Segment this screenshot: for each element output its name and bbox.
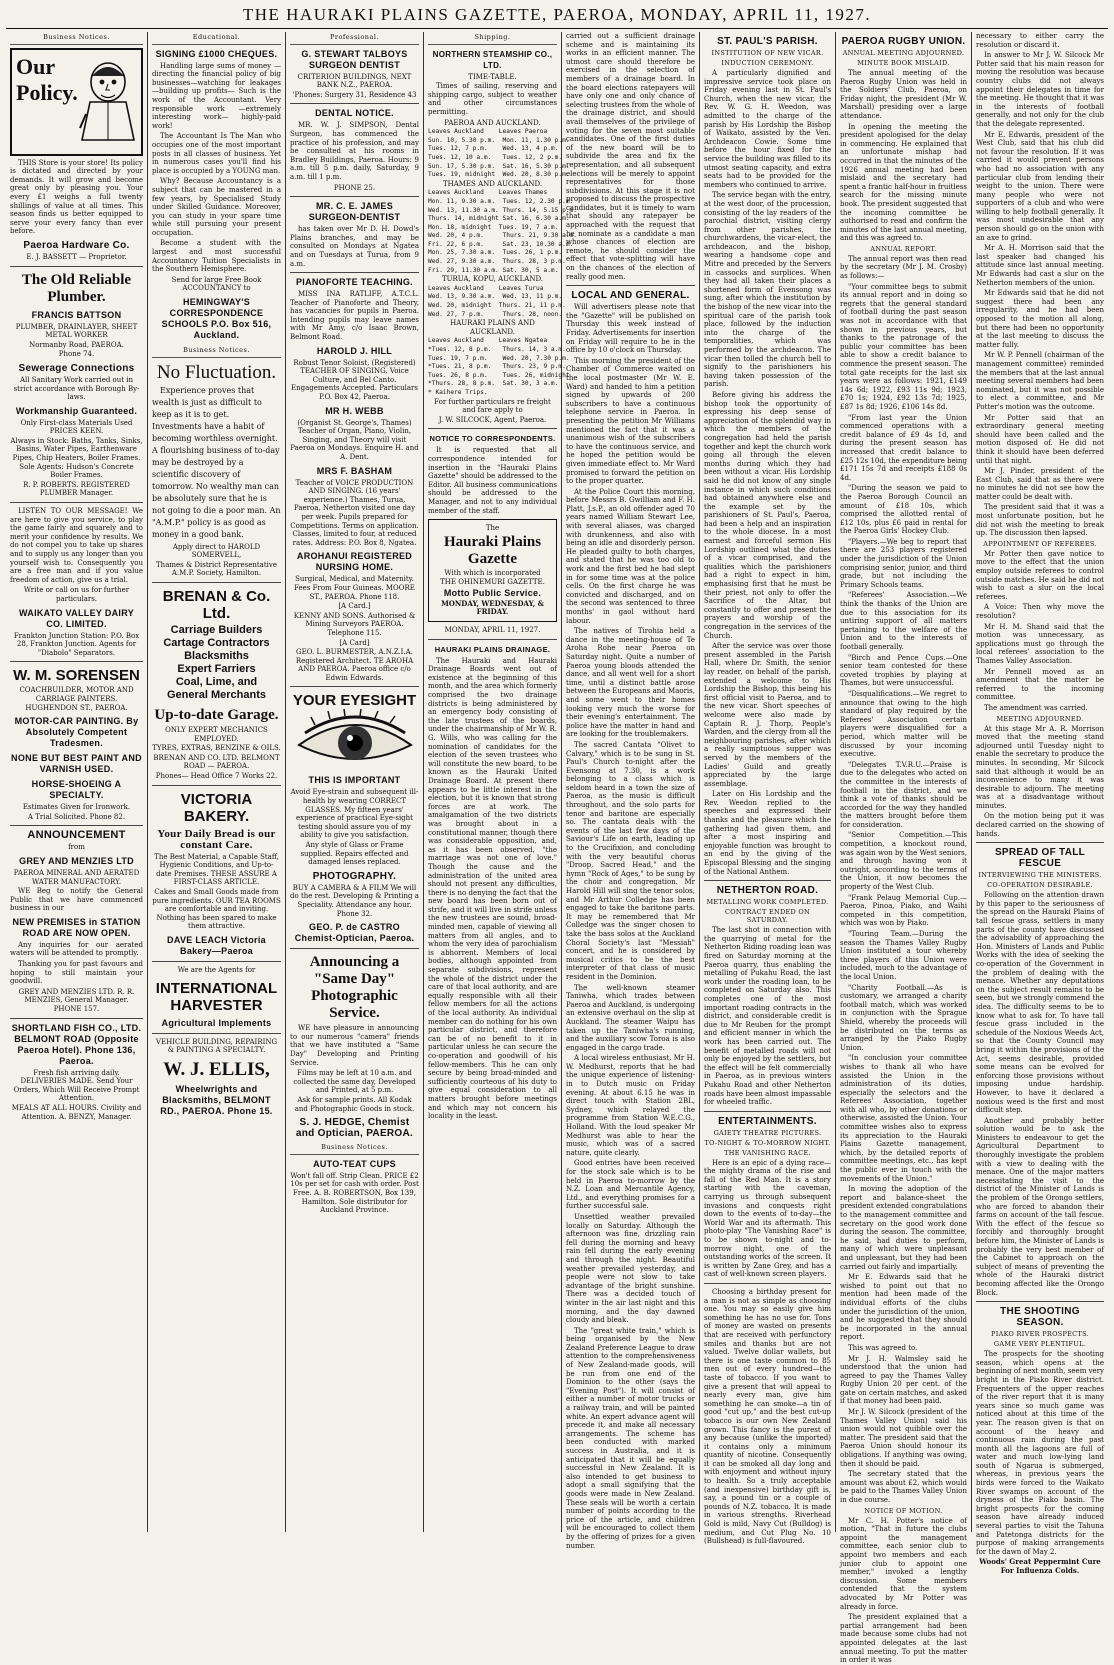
notice-text: It is requested that all correspondence intended for insertion in the "Hauraki Plains Gazette" should be addressed to the Editor. All business communications should be addressed to the Manager, and not to any individual member of the staff. [428, 446, 557, 515]
paper-motto: Motto Public Service. [443, 587, 542, 598]
auto-teat-heading: AUTO-TEAT CUPS [313, 1158, 396, 1169]
section-heading: Business Notices. [290, 1142, 419, 1155]
card-label: [A Card] [339, 638, 370, 647]
timetable-row: Wed. 20, 4 p.m. Thurs. 21, 9.30 a.m. [428, 232, 578, 240]
hill-name: HAROLD J. HILL [316, 345, 393, 356]
announcing-text: WE have pleasure in announcing to our numerous "camera" friends that we have instituted a "Same Day" Developing and Printing Service. [290, 1024, 419, 1067]
timetable-row: Tues. 12, 10 a.m. Tues. 12, 2 p.m. [428, 153, 563, 161]
rugby-paragraph: Mr J. Pinder, president of the East Club, said that as there were no minutes he did not see how the matter could be dealt with. [976, 467, 1104, 501]
brenan-name: BRENAN & Co. Ltd. [162, 588, 271, 622]
vehicle-text: VEHICLE BUILDING, REPAIRING & PAINTING A SPECIALTY. [155, 1037, 278, 1055]
timetable-row: Tues. 19, midnight Wed. 20, 8.30 p.m. [428, 171, 570, 179]
rugby-paragraph: Mr J. H. Walmsley said he understood that the union had agreed to pay the Thames Valley Rugby Union 20 per cent. of the gate on certain matches, and asked if that money had been paid. [840, 1354, 967, 1406]
masthead: THE HAURAKI PLAINS GAZETTE, PAEROA, MONDAY, APRIL 11, 1927. [6, 4, 1108, 29]
grey-text: PAEROA MINERAL AND AERATED WATER MANUFACTORY. [13, 868, 140, 886]
rugby-paragraph: Mr Edwards said that he did not suggest there had been any irregularity, and he had been opposed to the motion all along, but there had been no opportunity at the last meeting to discuss the matter fully. [976, 289, 1104, 349]
rugby-paragraph: "Disqualifications.—We regret to announce that owing to the high standard of play required by the Referees' Association certain players were disqualified for a period, which matter will be discussed by your incoming executive. [840, 689, 967, 759]
paper-days: MONDAY, WEDNESDAY, & FRIDAY. [441, 598, 544, 617]
column-st-pauls [700, 32, 836, 1546]
turua-heading: TURUA, KOPU, AUCKLAND. [441, 275, 544, 284]
timetable-row: Wed. 13, 9.30 a.m. Wed. 13, 11 p.m. [428, 293, 563, 301]
rugby-paragraph: At this stage Mr A. R. Morrison moved that the meeting stand adjourned until Tuesday night to enable the secretary to produce the minutes. In seconding, Mr Silcock said that although it would be an inconvenience to many it was desirable to adjourn. The meeting was at a disadvantage without minutes. [976, 724, 1104, 810]
shooting-heading: THE SHOOTING SEASON. [1000, 1306, 1080, 1329]
hardware-name: Paeroa Hardware Co. [23, 239, 130, 251]
bread-text: The Best Material, a Capable Staff, Hygienic Conditions, and Up-to-date Premises. THESE ASSURE A FIRST-CLASS ARTICLE. [154, 852, 279, 887]
timetable-row: Leaves Auckland Leaves Thames [428, 189, 548, 197]
rugby-paragraph: Mr E. Edwards, president of the West Club, said that his club did not favour the resolution. If it was carried it would prevent persons who had no association with any particular club from lending their weight to the union. There were many people who were not supporters of a club and who were willing to help football generally. It was most undesirable that any person should go on the union with an axe to grind. [976, 130, 1104, 242]
from-text: from [68, 843, 85, 852]
rugby-heading: PAEROA RUGBY UNION. [841, 36, 966, 47]
st-pauls-heading: ST. PAUL'S PARISH. [717, 36, 818, 47]
accountant-text: The Accountant Is The Man who occupies one of the most important posts in all classes of business. Yet in numerous cases you'll find his place is occupied by a YOUNG man. [152, 132, 281, 175]
adjourned-subheading: MEETING ADJOURNED. [996, 714, 1084, 723]
timetable-row: Mon. 18, midnight Tues. 19, 7 a.m. [428, 223, 559, 231]
amp-text: Thames & District Representative A.M.P. Society, Hamilton. [156, 560, 277, 578]
rugby-paragraph: On the motion being put it was declared carried on the showing of hands. [976, 812, 1104, 838]
column-business-1 [6, 32, 148, 1532]
sewerage-text: All Sanitary Work carried out in strict accordance with Borough By-laws. [13, 375, 140, 402]
talboys-name: G. STEWART TALBOYS SURGEON DENTIST [301, 48, 408, 70]
further-text: For further particulars re freight and fare apply to [434, 397, 551, 415]
policy-text: THIS Store is your store! Its policy is dictated and directed by your demands. It will grow and become great only by pleasing you. Your every £1 weighs a full twenty shillings of value at all times. This season finds us better equipped to serve your every fancy than ever before. [10, 158, 143, 236]
nsc-name: NORTHERN STEAMSHIP CO., LTD. [432, 49, 553, 70]
drainage-heading: HAURAKI PLAINS DRAINAGE. [434, 644, 551, 654]
timetable-row: Leaves Auckland Leaves Paeroa [428, 128, 548, 136]
apply-text: Apply direct to HAROLD SOMERVELL, [172, 542, 261, 560]
grey-thanks: Thanking you for past favours and hoping to still maintain your goodwill. [10, 960, 143, 986]
rugby-paragraph: Mr Potter then gave notice to move to the effect that the union employ outside referees to control outside matches. He said he did not wish to cast a slur on the local referees. [976, 549, 1104, 601]
important-heading: THIS IS IMPORTANT [308, 775, 401, 786]
rugby-paragraph: The annual report was then read by the secretary (Mr J. M. Crosby) as follows:— [840, 254, 967, 281]
our-policy-box [10, 48, 143, 156]
rugby-paragraph: The president explained that a partial arrangement had been made because some clubs had not appointed delegates at the last annual meeting. To put the matter in order it was [840, 1613, 967, 1665]
garage-heading: Up-to-date Garage. [154, 707, 279, 723]
hedge-name: S. J. HEDGE, Chemist and Optician, PAEROA. [295, 1117, 414, 1140]
thames-auckland-heading: THAMES AND AUCKLAND. [442, 179, 543, 188]
shooting-text: The prospects for the shooting season, which opens at the beginning of next month, seem very bright in the Piako River district. Frequenters of the upper reaches of the river report that it is many years since so much game was noticed about at this time of the year. The reason given is that on account of the heavy and continuous rain during the past month all the lagoons are full of water and much low-lying land south of Ngarua is submerged, whereas, in previous years the birds were forced to the Waikato River swamps on account of the dryness of the Piako basin. The bright prospects for the coming season have already induced several parties to visit the Tahuna and Patetonga districts for the purpose of making arrangements for the dawn of May 2. [976, 1350, 1104, 1556]
eye-text-2: Any style of Glass or Frame supplied. Repairs effected and damaged lenses replaced. [300, 841, 409, 867]
column-rugby-continued [972, 32, 1108, 1575]
rugby-paragraph: "Players.—We beg to report that there are 253 players registered under the jurisdiction of the Union comprising senior, junior, and third grade, but not including the Primary Schools teams. [840, 537, 967, 589]
rugby-paragraph: Mr A. H. Morrison said that the last speaker had changed his attitude since last annual meeting. Mr Edwards had cast a slur on the Netherton members of the union. [976, 244, 1104, 287]
netherton-text: The last shot in connection with the quarrying of metal for the Netherton Riding roading loan was fired on Saturday morning at the Paeroa quarry, thus enabling the metalling of Pukahu Road, the last work under the roading loan, to be completed on Saturday also. This completes one of the most important roading contracts in the district, and considerable credit is due to Mr Reuben for the prompt and efficient manner in which the work has been carried out. The benefit of metalled roads will not only be enjoyed by the settlers, but the effect will be felt commercially in Paeroa, as in previous winters Pukahu Road and other Netherton roads have been almost impassable for wheeled traffic. [704, 926, 831, 1107]
timetable-row: Thurs. 14, midnight Sat. 16, 6.30 a.m. [428, 215, 570, 223]
brenan-service: Blacksmiths [184, 650, 249, 662]
timetable-row: Wed. 20, midnight Thurs. 21, 11 p.m. [428, 302, 566, 310]
photography-heading: PHOTOGRAPHY. [312, 870, 397, 882]
vanishing-text: Here is an epic of a dying race—the mighty drama of the rise and fall of the Red Man. It is a story starting with the caveman, carrying us through subsequent invasions and conquests right down to the events of to-day—the World War and its aftermath. This photo-play "The Vanishing Race" is to be shown to-night and to-morrow night, one of the outstanding works of the screen. It is written by Zane Grey, and has a cast of well-known screen players. [704, 1158, 831, 1279]
st-pauls-paragraph: The service began with the entry, at the west door, of the procession, consisting of the lay readers of the parochial district, visiting clergy from other parishes, the churchwardens, the vicar-elect, the archdeacon, and the bishop, wearing a handsome cope and Mitre and preceded by the Servers in cassocks and surplices. When they had all taken their places a shortened form of Evensong was sung, after which the institution by the bishop of the new vicar into the spiritual care of the parish took place, followed by the induction into the charge of the temporalities, which was performed by the archdeacon. The vicar then tolled the church bell to signify to the parishioners his having taken possession of the parish. [704, 191, 831, 389]
auto-teat-text: Won't fall off. Strip Clean. PRICE £2 10s per set for cash with order. Post Free. A. B. ROBERTSON, Box 139, Hamilton. Sole distributor for Auckland Province. [290, 1171, 419, 1215]
why-text: Why? Because Accountancy is a subject that can be mastered in a few years, by Specialised Study under Skilled Guidance. Moreover, you can study in your spare time while still pursuing your present occupation. [152, 177, 281, 237]
rugby-paragraph: Mr J. W. Silcock (president of the Thames Valley Union) said his union would not quibble over the matter. The president said that the Paeroa Union should honour its obligations. If anything was owing, then it should be paid. [840, 1408, 967, 1468]
international-harvester: INTERNATIONAL HARVESTER [155, 979, 278, 1014]
rugby-paragraph: "During the season we paid to the Paeroa Borough Council an amount of £18 10s, which comprised the allotted rental of £12 10s, plus £6 paid in rental for the Paeroa Girls' Hockey Club. [840, 484, 967, 536]
sorensen-name: W. M. SORENSEN [13, 667, 140, 685]
rugby-paragraph: "Birch and Pence Cups.—One senior team contested for these coveted trophies by playing at Thames, but were unsuccessful. [840, 653, 967, 688]
rugby-paragraph: The president said that it was a most unfortunate position, but he did not wish the meeting to break up. The discussion then lapsed. [976, 503, 1104, 538]
timetable-row: Fri. 29, 11.30 a.m. Sat. 30, 5 a.m. [428, 266, 559, 274]
hardware-proprietor: E. J. BASSETT — Proprietor. [26, 252, 127, 261]
new-premises: NEW PREMISES in STATION ROAD ARE NOW OPEN. [12, 916, 141, 938]
dental-heading: DENTAL NOTICE. [315, 108, 394, 119]
simpson-phone: PHONE 25. [333, 183, 376, 192]
interviewing-subheading: INTERVIEWING THE MINISTERS. [978, 871, 1102, 880]
st-pauls-paragraph: After the service was over those present assembled in the Parish Hall, where Dr. Smith, the senior lay reader, on behalf of the parish, extended a welcome to His Lordship the Bishop, this being his first official visit to Paeroa, and to the new vicar. Short speeches of welcome were also made by Captain R. J. Thorp, People's Warden, and the clergy from all the neighbouring parishes, after which a really sumptuous supper was served by the members of the Ladies' Guild and greatly appreciated by the large assemblage. [704, 642, 831, 788]
battson-phone: Phone 74. [58, 350, 95, 359]
rugby-paragraph: The secretary stated that the amount was about £2, which would be paid to the Thames Valley Union in due course. [840, 1470, 967, 1504]
none-but-best: NONE BUT BEST PAINT AND VARNISH USED. [11, 753, 142, 775]
timetable-row: Wed. 27, 7 p.m. Thurs. 28, noon. [428, 310, 563, 318]
timetable-row: Mon. 11, 9.30 a.m. Tues. 12, 2.30 p.m. [428, 197, 574, 205]
brenan-service: Coal, Lime, and [175, 676, 258, 688]
fescue-paragraph: Another and probably better solution would be to ask the Ministers to endeavour to get the Agricultural Department to thoroughly investigate the problem with a view to dealing with the menace. One of the major matters necessitating the visit to the district of the Minister of Lands is the problem of the Orongo settlers, who are forced to abandon their farms on account of the tall fescue. With the effect of the fescue so forcibly and thoroughly brought before him, the Minister of Lands is probably the very best member of the Cabinet to approach on the subject of means of preventing the whole of the Hauraki district becoming affected like the Orongo Block. [976, 1116, 1104, 1297]
section-heading: Business Notices. [152, 345, 281, 358]
timetable-row: Wed. 13, 11.30 a.m. Thurs. 14, 5.15 p.m. [428, 206, 578, 214]
timetable-row: Fri. 22, 6 p.m. Sat. 23, 10.30 a.m. [428, 240, 574, 248]
burmester-text: GEO. L. BURMESTER, A.N.Z.I.A. Registered Architect. TE AROHA AND PAEROA. Paeroa office c/o Edwin Edwards. [295, 648, 414, 682]
rugby-paragraph: "Delegates T.V.R.U.—Praise is due to the delegates who acted on the committee in the interests of football in the district, and we think a vote of thanks should be accorded for the way they handled the matters brought before them for consideration. [840, 760, 967, 829]
st-pauls-subheading: INSTITUTION OF NEW VICAR. [711, 49, 824, 57]
cakes-text: Cakes and Small Goods made from pure ingredients. OUR TEA ROOMS are comfortable and inviting. Nothing has been spared to make them attractive. [152, 887, 281, 931]
cooperation-subheading: CO-OPERATION DESIRABLE. [987, 881, 1093, 890]
column-rugby [836, 32, 972, 1665]
battson-name: FRANCIS BATTSON [31, 309, 122, 320]
agricultural-implements: Agricultural Implements [161, 1017, 272, 1028]
induction-subheading: INDUCTION CEREMONY. [721, 59, 814, 67]
brenan-phones: Phones— Head Office 7 Works 22. [155, 771, 278, 780]
rugby-paragraph: A Voice: Then why move the resolution? [976, 603, 1104, 620]
james-name: MR. C. E. JAMES SURGEON-DENTIST [308, 201, 401, 223]
hemingway-name: HEMINGWAY'S CORRESPONDENCE SCHOOLS P.O. Box 516, Auckland. [161, 297, 272, 341]
eyesight-heading: YOUR EYESIGHT [292, 692, 417, 710]
fish-text: Fresh fish arriving daily. DELIVERIES MADE. Send Your Orders, Which Will Receive Prompt Attention. [13, 1068, 140, 1103]
tyres-text: TYRES, EXTRAS, BENZINE & OILS. [152, 744, 281, 753]
local-item: The well-known steamer Taniwha, which trades between Paeroa and Auckland, is undergoing an extensive overhaul on the slip at Auckland. The steamer Waipu has taken up the Taniwha's running, and the auxiliary scow Toroa is also engaged in the cargo trade. [566, 983, 695, 1052]
send-text: Send for large Free Book ACCOUNTANCY to [171, 275, 262, 293]
grey-menzies-name: GREY AND MENZIES LTD [19, 855, 134, 866]
grey-inquiries: Any inquiries for our aerated waters will be attended to promptly. [10, 940, 143, 958]
timetable-row: *Thurs. 28, 8 p.m. Sat. 30, 3 a.m. [428, 380, 559, 388]
webb-text: (Organist St. George's, Thames) Teacher of Organ, Piano, Violin, Singing, and Theory will visit Paeroa on Mondays. Enquire H. and A. Dent. [290, 418, 419, 461]
bread-heading: Your Daily Bread is our constant Care. [157, 827, 276, 851]
rugby-paragraph: "From last year the Union commenced operations with a credit balance of £9 4s 1d, and during the present season has increased that credit balance to £25 12s 10d, the expenditure being £171 15s 7d and receipts £188 0s 4d. [840, 413, 967, 482]
brenan-services [152, 624, 281, 702]
rugby-paragraph: In answer to Mr J. W. Silcock Mr Potter said that his main reason for moving the resolution was because country clubs did not always appoint their delegates in time for the meeting. He thought that it was in the interests of football generally, and not only for the club that the delegate represented. [976, 51, 1104, 128]
rugby-paragraph: Mr W. P. Pennell (chairman of the management committee) reminded the members that at the last annual meeting several members had been nominated, but it was not possible to elect a committee, and Mr Potter's motion was the outcome. [976, 351, 1104, 411]
workmanship-text: Only First-class Materials Used PRICES KEEN. [20, 418, 133, 436]
rugby-paragraph: Mr C. H. Potter's notice of motion, "That in future the clubs appoint the management committee, each senior club to appoint two members and each junior club to appoint one member," invoked a lengthy discussion. Some members contended that the system advocated by Mr Potter was already in force. [840, 1516, 967, 1611]
column-educational [148, 32, 286, 1532]
timetable-row: Sun. 17, 5.30 p.m. Sat. 16, 5.30 p.m. [428, 162, 570, 170]
listen-text: LISTEN TO OUR MESSAGE! We are here to give you service, to play the game fairly and squarely and to merit your confidence by results. We do not compel you to take up shares and to supply us any longer than you yourself wish to. Consequently you are a free man and if you value freedom of action, give us a trial. [10, 507, 143, 584]
sorensen-trade: COACHBUILDER, MOTOR AND CARRIAGE PAINTERS. HUGHENDON ST., PAEROA. [19, 686, 134, 712]
thames-timetable [428, 189, 578, 274]
no-fluctuation-heading: No Fluctuation. [156, 361, 277, 383]
local-item: This morning the president of the Chamber of Commerce waited on the local postmaster (Mr W. E. Ward) and handed to him a petition signed by upwards of 200 subscribers to have a continuous telephone service in Paeroa. In presenting the petition Mr Williams mentioned the fact that it was a unanimous wish of the subscribers to have the continuous service, and he hoped the petition would be given immediate effect to. Mr Ward promised to forward the petition on to the proper quarter. [566, 356, 695, 486]
minute-subheading: MINUTE BOOK MISLAID. [857, 59, 950, 67]
st-pauls-paragraph: A particularly dignified and impressive service took place on Friday evening last in St. Paul's Church, when the new vicar, the Rev. W. G. H. Weedon, was admitted to the charge of the parish by His Lordship the Bishop of Waikato, assisted by the Ven. Archdeacon Cowie. Some time before the hour fixed for the service the building was filled to its utmost seating capacity, and extra seats had to be provided for the members who continued to arrive. [704, 69, 831, 189]
local-item: Good entries have been received for the stock sale which is to be held in Paeroa to-morrow by the N.Z. Loan and Mercantile Agency, Ltd., and everything promises for a further successful sale. [566, 1159, 695, 1211]
rugby-paragraph: "In conclusion your committee wishes to thank all who have assisted the Union in the administration of its duties, especially the selectors and the Referees' Association, together with all who, by other donations or otherwise, assisted the Union. Your committee wishes also to express its appreciation to the Hauraki Plains Gazette management, which, by the detailed reports of committee meetings, etc., has kept the public ever in touch with the movements of the Union." [840, 1054, 967, 1183]
section-heading: Business Notices. [10, 32, 143, 45]
shortland-name: SHORTLAND FISH CO., LTD. BELMONT ROAD (Opposite Paeroa Hotel). Phone 136, Paeroa. [11, 1022, 142, 1066]
basham-text: Teacher of VOICE PRODUCTION AND SINGING. (16 years' experience.) Thames, Turua, Paeroa, Netherton visited one day per week. Pupils prepared for Competitions. Terms on application. Classes, limited to four, at reduced rates. Address: P.O. Box 8, Ngatea. [290, 478, 419, 547]
timetable-row: Tues. 19, 7 p.m. Wed. 20, 7.30 p.m. [428, 354, 570, 362]
netherton-heading: NETHERTON ROAD. [716, 885, 819, 897]
paper-with: With which is incorporated [444, 568, 541, 577]
column-professional [286, 32, 424, 1532]
timetable-row: Wed. 27, 9.30 a.m. Thurs. 28, 3 p.m. [428, 258, 566, 266]
rugby-paragraph: "Your committee begs to submit its annual report and in doing so regrets that the general standard of football during the past season was not in accordance with that shown in previous years, but thanks to the patronage of the public your committee has been able to show a credit balance to commence the present season. The total gate receipts for the last six years were as follows: 1921, £149 14s 6d; 1922, £93 11s 9d; 1923, £70 1s; 1924, £92 13s 7d; 1925, £87 1s 8d; 1926, £106 14s 8d. [840, 282, 967, 411]
grey-notify: WE Beg to notify the General Public that we have commenced business in our [10, 887, 143, 913]
rugby-continued: necessary to either carry the resolution or discard it. [976, 32, 1104, 49]
arohanui-name: AROHANUI REGISTERED NURSING HOME. [296, 551, 413, 573]
waikato-address: Frankton Junction Station: P.O. Box 28, Frankton Junction. Agents for "Diabolo" Separators. [13, 631, 140, 657]
timetable-row: Mon. 25, 7.30 a.m. Tues. 26, 1 p.m. [428, 249, 563, 257]
paeroa-auckland-heading: PAEROA AND AUCKLAND. [444, 118, 541, 127]
sewerage-heading: Sewerage Connections [18, 362, 135, 374]
entertainments-heading: ENTERTAINMENTS. [718, 1115, 817, 1127]
james-text: has taken over Mr D. H. Dowd's Plains branches, and may be consulted on Mondays at Ngatea and on Tuesdays at Turua, from 9 a.m. [290, 225, 419, 268]
rugby-paragraph: "Frank Pelaug Memorial Cup.—Paeroa, Pinoa, Piako, and Waihi competed in this competition, which was won by Piako. [840, 893, 967, 928]
horse-shoeing: HORSE-SHOEING A SPECIALTY. [31, 779, 122, 801]
appointment-subheading: APPOINTMENT OF REFEREES. [983, 539, 1097, 548]
signing-heading: SIGNING £1000 CHEQUES. [155, 48, 278, 59]
piano-heading: PIANOFORTE TEACHING. [295, 277, 413, 288]
paper-masthead [428, 519, 557, 622]
plumber-heading: The Old Reliable Plumber. [21, 271, 132, 305]
local-general-heading: LOCAL AND GENERAL. [571, 290, 690, 302]
section-heading: Professional. [290, 32, 419, 45]
no-fluctuation-text: Experience proves that wealth is just as difficult to keep as it is to get. Investments have a habit of becoming worthless overnight. A flourishing business of to-day may be destroyed by a scientific discovery of tomorrow. No wealthy man can be absolutely sure that he is not going to die a poor man. An "A.M.P." policy is as good as money in a good bank. [152, 385, 281, 539]
piako-subheading: PIAKO RIVER PROSPECTS. [991, 1330, 1089, 1339]
notice-subheading: NOTICE OF MOTION. [864, 1506, 943, 1515]
paper-the: The [485, 524, 500, 533]
agents-text: We are the Agents for [177, 965, 256, 974]
roberts-text: R. P. ROBERTS. REGISTERED PLUMBER Manager. [23, 480, 130, 498]
paper-name: Hauraki Plains Gazette [443, 533, 542, 567]
notice-correspondents: NOTICE TO CORRESPONDENTS. [429, 434, 556, 444]
announcement-heading: ANNOUNCEMENT [27, 829, 126, 842]
signing-text: Handling large sums of money —directing the financial policy of big businesses—watching for leakages—building up profits— Such is the work of the Accountant. Very responsible work —extremely interesting work— highly-paid work! [152, 61, 281, 130]
rugby-paragraph: In opening the meeting the president apologised for the delay in commencing. He explained that an unfortunate mishap had occurred in that the minutes of the 1926 annual meeting had been mislaid and the secretary had spent a frantic half-hour in fruitless search for the missing minute book. The president suggested that the incoming committee be authorised to read and confirm the minutes of the last annual meeting, and this was agreed to. [840, 122, 967, 243]
caricature-face-icon [80, 58, 135, 140]
castro-name: GEO. P. de CASTRO Chemist-Optician, Paeroa. [294, 922, 415, 944]
report-subheading: ANNUAL REPORT. [870, 244, 937, 253]
ellis-name: W. J. ELLIS, [163, 1058, 270, 1080]
brenan-service: General Merchants [166, 689, 267, 701]
timetable-heading: TIME-TABLE. [468, 72, 517, 81]
bakery-heading: VICTORIA BAKERY. [180, 790, 253, 825]
eye-text: Avoid Eye-strain and subsequent ill-health by wearing CORRECT GLASSES. My fifteen years' experience of practical Eye-sight testing should assure you of my ability to give you satisfaction. [290, 788, 419, 840]
timetable-row: * Kaihere Trips. [428, 388, 488, 396]
ask-text: Ask for sample prints. All Kodak and Photographic Goods in stock. [294, 1095, 415, 1113]
card-label: [A Card.] [338, 602, 371, 611]
battson-trade: PLUMBER, DRAINLAYER, SHEET METAL WORKER [15, 322, 138, 340]
workmanship-heading: Workmanship Guaranteed. [15, 405, 138, 416]
columns [6, 32, 1108, 1665]
newspaper-page [6, 4, 1108, 1665]
timetable-note: Times of sailing, reserving and shipping cargo, subject to weather and other circumstances permitting. [428, 82, 557, 116]
annual-subheading: ANNUAL MEETING ADJOURNED. [842, 49, 965, 57]
paper-ohinemuri: THE OHINEMURI GAZETTE. [440, 578, 545, 587]
talboys-phone: 'Phones: Surgery 31, Residence 43 [292, 90, 417, 99]
trial-text: A Trial Solicited. Phone 82. [27, 812, 126, 821]
timetable-row: Leaves Auckland Leaves Turua [428, 284, 544, 292]
drainage-continued: carried out a sufficient drainage scheme and is maintaining its works in an efficient manner. The utmost care should therefore be exercised in the selection of members of a drainage board. In the board elections ratepayers will have only one and only chance of selecting trustees from the whole of the drainage district, and should avail themselves of the privilege of voting for the seven most suitable candidates. One of the first duties of the new board will be to subdivide the area and fix the representation, and all subsequent elections will be merely to appoint representatives for those subdivisions. At this stage it is not proposed to discuss the prospective candidates, but it is timely to warn that should any ratepayer be approached with the request that he nominate as a candidate a man whose chances of election are remote, he should consider the effect that vote-splitting will have on the chances of the election of really good men. [566, 32, 695, 281]
photography-text: BUY A CAMERA & A FILM We will do the rest. Developing & Printing a Speciality. Attendance any hour. Phone 32. [290, 883, 419, 918]
motor-painting: MOTOR-CAR PAINTING. By Absolutely Competent Tradesmen. [14, 716, 139, 749]
local-item: Unsettled weather prevailed locally on Saturday. Although the afternoon was fine, drizzling rain fell during the morning and heavy rain fell during the early evening and through the night. Beautiful weather prevailed yesterday, and people were not slow to take advantage of the bright sunshine. There was a decided touch of winter in the air last night and this morning, and the day dawned cloudy and bleak. [566, 1212, 695, 1325]
local-item: The "great white train," which is being organised by the New Zealand Preference League to draw attention to the comprehensiveness of New Zealand-made goods, will be run from one end of the Dominion to the other (says the "Evening Post"). It will consist of either a number of motor trucks or a railway train, and will be painted white. An expert advance agent will precede it, and make all necessary arrangements. The scheme has been conducted with marked success in Australia, and it is anticipated that it will be equally successful in New Zealand. It is also intended to get business to adopt a small signifying that the goods were made in New Zealand. These seals will be worth a certain number of points according to the price of the article, and children will be encouraged to collect them by the offering of prizes for a given number. [566, 1326, 695, 1550]
local-item: The natives of Tirohia held a dance in the meeting-house of Te Aroha Rohe near Paeroa on Saturday night. Quite a number of Paeroa young bloods attended the dance, and all went well for a short time, until a distinct battle arose between the Europeans and Maoris, and some went to their homes looking very much the worse for their evening's entertainment. The police have the matter in hand and are looking for the troublemakers. [566, 627, 695, 739]
rugby-paragraph: "Touring Team.—During the season the Thames Valley Rugby Union instituted a tour whereby three players of this Union were included, much to the advantage of the local Union. [840, 930, 967, 981]
brenan-service: Carriage Builders [170, 624, 263, 636]
st-pauls-paragraph: Later on His Lordship and the Rev. Weedon replied to the speeches and expressed their thanks and the pleasure which the gathering had given them, and after a most inspiring and enjoyable function was brought to an end by the giving of the Episcopal Blessing and the singing of the National Anthem. [704, 790, 831, 876]
fescue-paragraph: Following on the attention drawn by this paper to the seriousness of the spread on the Hauraki Plains of tall fescue grass, settlers in many parts of the county have discussed the advisability of approaching the Hon. Ministers of Lands and Public Works with the idea of seeking the co-operation of the Government in the problem of dealing with the menace. Whether any deputations on the subject result remains to be seen, but we strongly commend the idea. The difficulty seems to be to know what to ask for. To have tall fescue grass included in the schedule of the Noxious Weeds Act, so that the County Council may bring it within the provisions of the Act, seems desirable, provided some means can be evolved for enforcing those provisions without imposing undue hardship. However, to have it declared a noxious weed is the first and most difficult step. [976, 891, 1104, 1115]
battson-address: Normanby Road, PAEROA. [29, 340, 124, 349]
dave-leach: DAVE LEACH Victoria Bakery—Paeroa [167, 934, 266, 956]
waikato-name: WAIKATO VALLEY DAIRY CO. LIMITED. [18, 607, 134, 629]
drainage-text: The Hauraki and Hauraki Drainage Boards went out of existence at the beginning of this month, and the area which formerly comprised the two drainage districts is being administered by an emergency body consisting of the late trustees of the boards, under the chairmanship of Mr W. R. G. Wills, who was calling for the nomination of candidates for the election of the seven trustees who will constitute the new board, to be known as the Hauraki United Drainage Board. At present there appears to be little interest in the election, but it is known that strong forces are at work. The amalgamation of the two districts was brought about in a constitutional manner, though there was considerable opposition, and, as it has been observed, "the marriage was not one of love." Though the cause and the administration of the united area should not present any difficulties, there is no denying the fact that the new board has been born out of strife, and it will live in strife unless the new trustees are sound, broad-minded men, capable of viewing all matters from all angles, and to whom the very idea of parochialism is abhorrent. Members of local bodies, although appointed from separate subdivisions, represent the whole of the district under the care of that local authority, and are equally responsible with all their fellow members for all the actions of the local authority. An individual member can do nothing for his own particular district, and therefore can be of no benefit to it in particular unless he can secure the co-operation and goodwill of his fellow-members. This he can only secure by being broad-minded and sufficiently courteous of his duty to give equal consideration to all matters brought before meetings and which may not concern his locality in the least. [428, 656, 557, 1121]
local-item: At the Police Court this morning, before Messrs B. Gwilliam and F. H. Platt, J.s.P., an old offender aged 70 years named William Stewart Lee, with several aliases, was charged with drunkenness, and also with being an idle and disorderly person. He pleaded guilty to both charges, and stated that he was too old to work and the first bed he had slept in for some time was at the police cells. On the first charge he was convicted and discharged, and on the second was sentenced to three months' in gaol without hard labour. [566, 487, 695, 625]
arohanui-text: Surgical, Medical, and Maternity. Fees From Four Guineas. MOORE ST., PAEROA. Phone 118. [294, 575, 415, 601]
st-pauls-paragraph: Before giving his address the bishop took the opportunity of expressing his deep sense of appreciation of the splendid way in which the members of the congregation had held the parish together and kept the church work going all through the eleven months during which they had been without a vicar. His Lordship said he did not know of any single instance in which such conditions had obtained anywhere else and the example set by the parishioners of St. Paul's, Paeroa, had been a help and an inspiration to the whole diocese. In a most earnest and forceful sermon His Lordship outlined what the duties of a vicar comprised, and the qualities which the parishioners had a right to expect in him, emphasising first that he must be their priest, not only to offer the Sacrifice of the Altar, but constantly to offer and present the prayers and worship of the congregation in the services of the Church. [704, 390, 831, 640]
timetable-row: Tues. 12, 7 p.m. Wed. 13, 4 p.m. [428, 145, 559, 153]
silcock-agent: J. W. SILCOCK, Agent, Paeroa. [438, 415, 547, 424]
vanishing-subheading: THE VANISHING RACE. [724, 1148, 811, 1157]
meals-text: MEALS AT ALL HOURS. Civility and Attention. A. BENZY, Manager. [11, 1104, 142, 1121]
rugby-paragraph: "Charity Football.—As is customary, we arranged a charity football match, which was worked in conjunction with the Sprague Shield, whereby the proceeds will be distributed on the terms as arranged by the Piako Rugby Union. [840, 983, 967, 1052]
woods-advert: Woods' Great Peppermint Cure For Influenza Colds. [979, 1557, 1101, 1575]
brenan-service: Cartage Contractors [163, 637, 270, 649]
gaiety-subheading: GAIETY THEATRE PICTURES. [713, 1128, 822, 1137]
local-item: A local wireless enthusiast, Mr H. W. Medhurst, reports that he had the unique experience of listening-in to Dutch music on Friday evening. At about 6.15 he was in direct touch with Station 2BL, Sydney, which relayed the programme from Station W.E.C.G., Holland. With the loud speaker Mr Medhurst was able to hear the music, which was of a sacred nature, quite clearly. [566, 1054, 695, 1157]
metalling-subheading: METALLING WORK COMPLETED. [706, 898, 829, 907]
paeroa-timetable [428, 128, 570, 179]
tonight-subheading: TO-NIGHT & TO-MORROW NIGHT. [704, 1138, 831, 1147]
webb-name: MR H. WEBB [325, 405, 384, 416]
rugby-paragraph: The amendment was carried. [984, 703, 1088, 712]
birthday-text: Choosing a birthday present for a man is not as simple as choosing one. You may so easily give him something he has no use for. Tons of money are wasted on presents that are received with perfunctory smiles and thanks but are not valued. Twelve dollar wallets, but there is one taste common to 85 men out of every hundred—the taste of tobacco. If you want to give a present that will appeal to nearly every man, give him something he can smoke—a tin of good "cut up," and the best cut-up tobacco is our own New Zealand grown. This fancy is the purest of any because (unlike the imported) it contains only a minimum quantity of nicotine. Consequently it can be smoked all day long and with enjoyment and without injury to health. So a truly acceptable (and inexpensive) birthday gift is, say, a pound tin or a couple of pounds of N.Z. tobacco. It is made in various strengths. Riverhead Gold is mild, Navy Cut (Bulldog) is medium, and Cut Plug No. 10 (Bullshead) is full-flavoured. [704, 1288, 831, 1546]
fescue-heading: SPREAD OF TALL FESCUE [994, 847, 1086, 870]
turua-timetable [428, 284, 566, 318]
column-shipping [424, 32, 578, 1532]
section-heading: Educational. [152, 32, 281, 45]
contract-subheading: CONTRACT ENDED ON SATURDAY. [724, 908, 811, 925]
section-heading: Shipping. [428, 32, 557, 45]
local-item: The sacred Cantata "Olivet to Calvary," which is to be sung in St. Paul's Church to-night after the Evensong at 7.30, is a work belonging to a class which is seldom heard in a town the size of Paeroa, as the music is difficult throughout, and the solo parts for tenor and baritone are especially so. The cantata deals with the events of the last few days of the Saviour's Life on earth, leading up to the Crucifixion, and concluding with the very beautiful chorus "Droop, Sacred Head," and the hymn "Rock of Ages," to be sung by the choir and congregation. Mr Harold Hill will sing the tenor solos, and Mr Arthur Colledge has been engaged to take the baritone parts. It may be remembered that Mr Colledge was the singer chosen to take the bass solos at the Auckland Choral Society's last "Messiah" concert, and he is considered by musical critics to be the best interpreter of that class of music resident in the Dominion. [566, 740, 695, 981]
rugby-paragraph: Mr Pennell moved as an amendment that the matter be referred to the incoming committee. [976, 667, 1104, 702]
simpson-text: MR. W. J. SIMPSON, Dental Surgeon, has commenced the practice of his profession, and may be consulted at his rooms in Bradley Buildings, Paeroa. Hours: 9 a.m. till 5 p.m. daily, Saturday, 9 a.m. till 1 p.m. [290, 121, 419, 181]
rugby-paragraph: Mr E. Edwards said that he wished to point out that no mention had been made of the individual efforts of the clubs under the jurisdiction of the union, and he suggested that they should be incorporated in the annual report. [840, 1273, 967, 1342]
rugby-paragraph: This was agreed to. [848, 1343, 918, 1352]
rugby-paragraph: The annual meeting of the Paeroa Rugby Union was held in the Soldiers' Club, Paeroa, on Friday night, the president (Mr W. Marshall) presiding over a large attendance. [840, 69, 967, 120]
timetable-row: Leaves Auckland Leaves Ngatea [428, 337, 548, 345]
eye-illustration-icon [295, 711, 415, 771]
films-text: Films may be left at 10 a.m. and collected the same day, Developed and Printed, at 5 p.m. [293, 1069, 416, 1095]
write-text: Write or call on us for further particulars. [23, 586, 130, 603]
timetable-row: *Tues. 12, 8 p.m. Thurs. 14, 3 a.m. [428, 346, 566, 353]
hauraki-timetable [428, 337, 570, 396]
estimates-text: Estimates Given for Ironwork. [22, 803, 131, 812]
dateline: MONDAY, APRIL 11, 1927. [444, 626, 541, 635]
timetable-row: Sun. 10, 5.30 p.m. Mon. 11, 1.30 p.m. [428, 136, 570, 144]
rugby-paragraph: "Referees' Association.—We think the thanks of the Union are due to this association for its untiring support of all matters pertaining to the welfare of the Union and to the interests of football generally. [840, 591, 967, 651]
rugby-paragraph: "Senior Competition.—This competition, a knockout round, was again won by the West seniors, and through having won it outright, according to the terms of the Union, it now becomes the property of the West Club. [840, 831, 967, 892]
local-item: Will advertisers please note that the "Gazette" will be published on Thursday this week instead of Friday. Advertisements for insertion on Friday will require to be in the office by 10 o'clock on Thursday. [566, 303, 695, 355]
hill-text: Robust Tenor Soloist, (Registered) TEACHER OF SINGING, Voice Culture, and Bel Canto. Engagements Accepted. Particulars P.O. Box 42, Paeroa. [291, 358, 418, 402]
game-subheading: GAME VERY PLENTIFUL. [993, 1340, 1087, 1349]
ellis-text: Wheelwrights and Blacksmiths, BELMONT RD., PAEROA. Phone 15. [160, 1083, 273, 1116]
rugby-paragraph: Mr Potter said that an extraordinary general meeting should have been called and the motion disposed of. He did not think it should have been deferred until that night. [976, 413, 1104, 465]
timetable-row: Tues. 26, 8 p.m. Tues. 26, midnight [428, 371, 570, 379]
hauraki-auckland-heading: HAURAKI PLAINS AND AUCKLAND. [450, 319, 535, 336]
rugby-paragraph: In moving the adoption of the report and balance-sheet the president extended congratulations to the management committee and secretary on the good work done during the season. The committee, he said, had duties to perform, many of which were unpleasant and unpleasant, but they had been carried out fairly and impartially. [840, 1185, 967, 1271]
talboys-address: CRITERION BUILDINGS, NEXT BANK N.Z., PAEROA. [297, 72, 412, 90]
column-local-general [562, 32, 700, 1550]
kenny-text: KENNY AND SONS. Authorised & Mining Surveyors PAEROA. Telephone 115. [293, 611, 416, 637]
grey-signature: GREY AND MENZIES LTD. R. R. MENZIES, General Manager. PHONE 157. [18, 987, 135, 1014]
ratliff-text: MISS INA RATLIFF, A.T.C.L. Teacher of Pianoforte and Theory, has vacancies for pupils in Paeroa. Intending pupils may leave names with Mr Amy, c/o Isaac Brown, Belmont Road. [290, 290, 419, 342]
become-text: Become a student with the largest and most successful Accountancy Tuition Specialists in the Southern Hemisphere. [152, 239, 281, 274]
garage-text: ONLY EXPERT MECHANICS EMPLOYED. [165, 726, 268, 743]
rugby-paragraph: Mr H. M. Shand said that the motion was unnecessary, as applications must go through the local referees' association to the Thames Valley Association. [976, 622, 1104, 665]
our-policy-title: Our Policy. [16, 53, 78, 105]
announcing-heading: Announcing a "Same Day" Photographic Service. [309, 954, 400, 1022]
brenan-address: BRENAN AND CO. LTD. BELMONT ROAD — PAEROA. [153, 753, 280, 771]
brenan-service: Expert Farriers [177, 663, 256, 675]
basham-name: MRS F. BASHAM [316, 465, 393, 476]
stock-text: Always in Stock: Baths, Tanks, Sinks, Basins, Water Pipes, Earthenware Pipes, Chip Heaters, Boiler Frames. Sole Agents: Hudson's Concrete Boiler Frames. [10, 436, 143, 480]
timetable-row: *Tues. 21, 8 p.m. Thurs. 23, 9 p.m. [428, 363, 566, 371]
